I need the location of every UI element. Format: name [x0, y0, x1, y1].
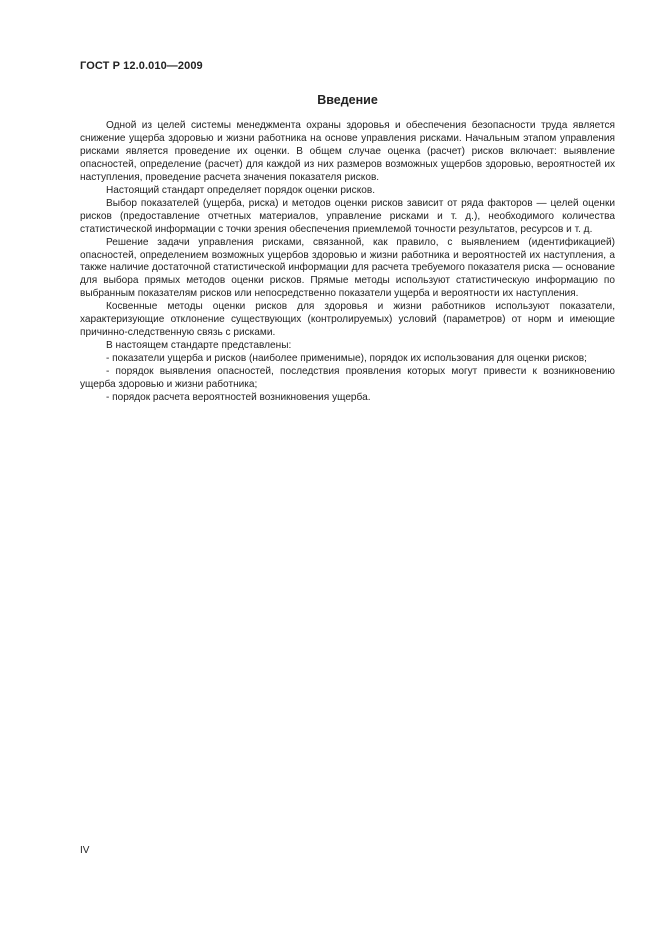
paragraph: Косвенные методы оценки рисков для здоровья и жизни работников используют показатели, характеризующие отклонение существующих (контролируемых) условий (параметров) от норм и имеющие причинно-следственную связь с рисками. — [80, 301, 615, 339]
list-item: - порядок расчета вероятностей возникновения ущерба. — [106, 392, 371, 404]
paragraph: Настоящий стандарт определяет порядок оценки рисков. — [106, 184, 376, 196]
page-number: IV — [80, 845, 90, 856]
paragraph: Выбор показателей (ущерба, риска) и методов оценки рисков зависит от ряда факторов — целей оценки рисков (предоставление отчетных материалов, управление рисками и т. д.), необходимого количества статистической информации с точки зрения обеспечения приемлемой точности результатов, ресурсов и т. д. — [80, 197, 615, 235]
paragraph: В настоящем стандарте представлены: — [106, 340, 292, 352]
list-item: - показатели ущерба и рисков (наиболее применимые), порядок их использования для оценки рисков; — [106, 353, 587, 365]
paragraph: Одной из целей системы менеджмента охраны здоровья и обеспечения безопасности труда является снижение ущерба здоровью и жизни работника на основе управления рисками. Начальным этапом управления рисками является проведение их оценки. В общем случае оценка (расчет) рисков включает: выявление опасностей, определение (расчет) для каждой из них размеров возможных ущербов здоровью, вероятностей их наступления, проведение расчета значения показателя рисков. — [80, 120, 615, 183]
section-title: Введение — [317, 93, 378, 107]
introduction-body — [80, 120, 615, 405]
paragraph: Решение задачи управления рисками, связанной, как правило, с выявлением (идентификацией) опасностей, определением возможных ущербов здоровью и жизни работника и вероятностей их наступления, а также наличие достаточной статистической информации для расчета требуемого показателя риска — основание для выбора прямых методов оценки рисков. Прямые методы используют статистическую информацию по выбранным показателям рисков или непосредственно показатели ущерба и вероятности их наступления. — [80, 236, 615, 300]
document-id-header: ГОСТ Р 12.0.010—2009 — [80, 60, 203, 72]
list-item: - порядок выявления опасностей, последствия проявления которых могут привести к возникновению ущерба здоровью и жизни работника; — [80, 366, 615, 391]
